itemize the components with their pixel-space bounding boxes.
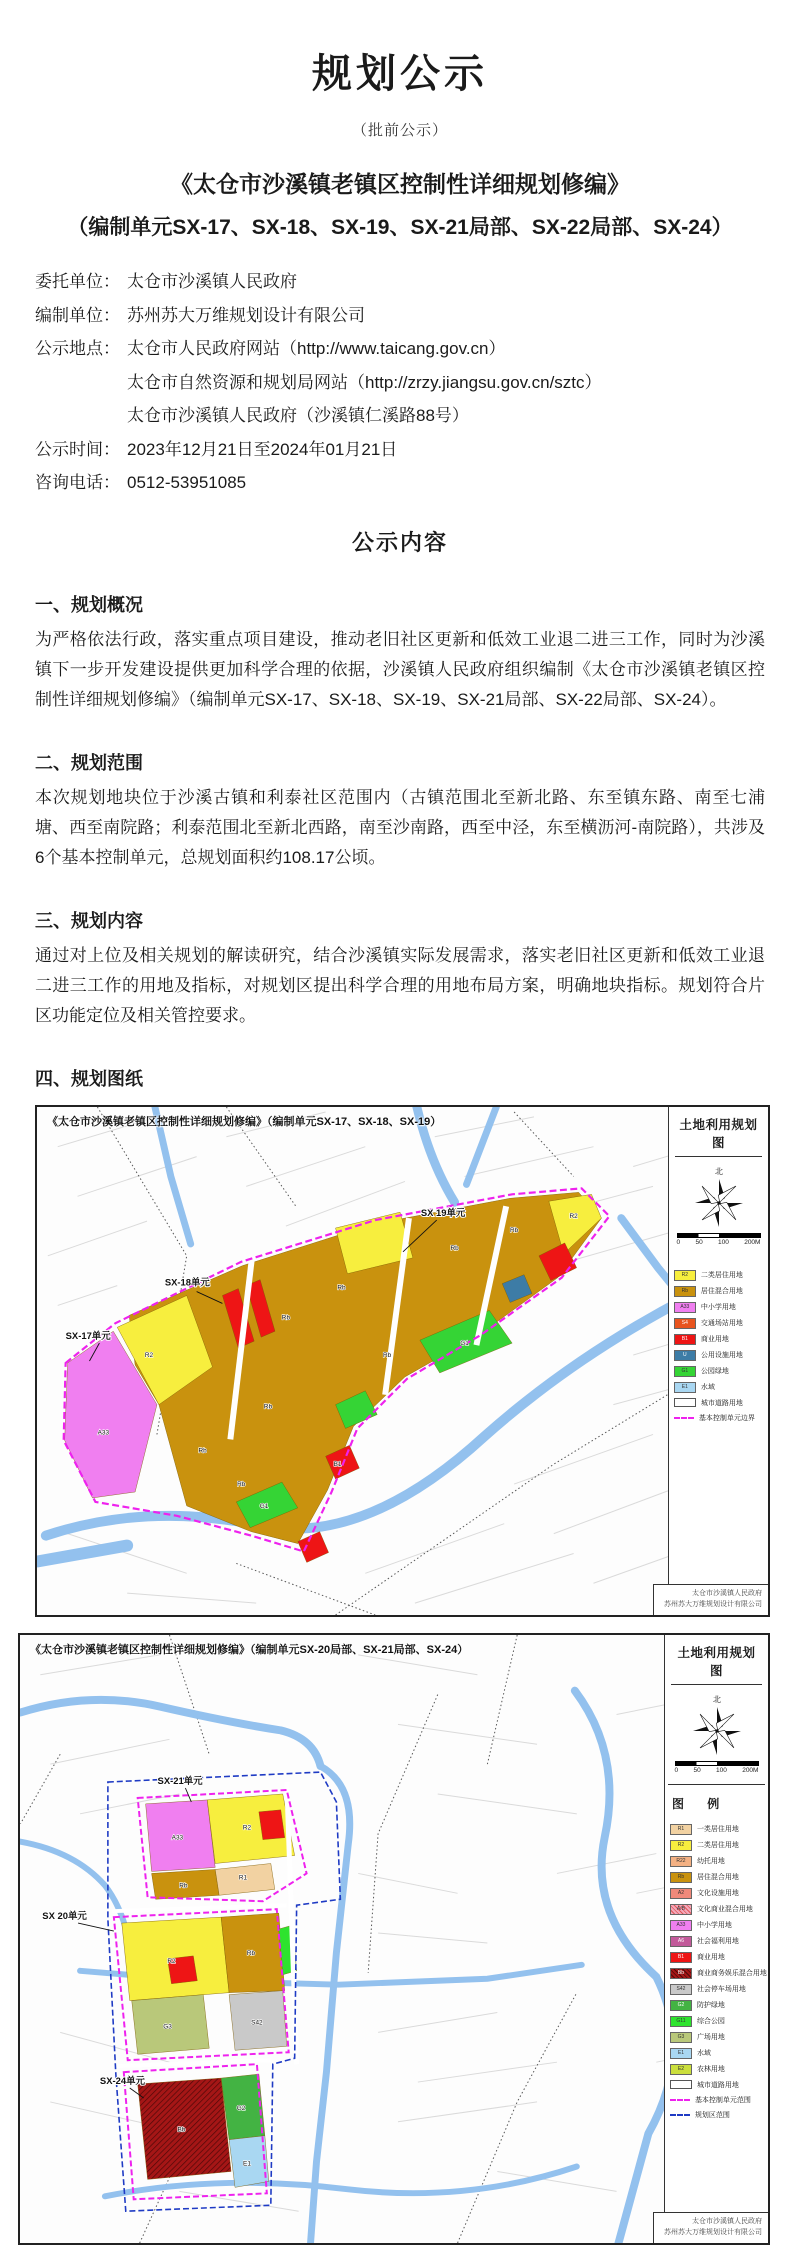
meta-value: 太仓市自然资源和规划局网站（http://zrzy.jiangsu.gov.cn/sztc） <box>127 372 602 392</box>
legend-label: 规划区范围 <box>694 2111 730 2119</box>
legend-item <box>674 1286 763 1297</box>
map1-legend <box>674 1270 763 1428</box>
credit-line: 太仓市沙溪镇人民政府 <box>692 2218 762 2226</box>
legend-item <box>670 2016 763 2027</box>
svg-text:北: 北 <box>714 1166 723 1176</box>
legend-item <box>670 1840 763 1851</box>
map2-header: 《太仓市沙溪镇老镇区控制性详细规划修编》（编制单元SX-20局部、SX-21局部、SX-24） <box>30 1643 469 1656</box>
legend-swatch: R2 <box>670 1840 692 1851</box>
legend-item <box>670 1856 763 1867</box>
meta-value: 2023年12月21日至2024年01月21日 <box>127 439 398 459</box>
map1-canvas <box>37 1107 768 1615</box>
parcel-code: Rb <box>246 1949 256 1957</box>
doc-title: 《太仓市沙溪镇老镇区控制性详细规划修编》 <box>170 171 630 197</box>
legend-item <box>670 2110 763 2120</box>
unit-label: SX-18单元 <box>164 1276 210 1288</box>
unit-label: SX 19单元 <box>420 1206 466 1218</box>
legend-swatch: Bb <box>670 1968 692 1979</box>
meta-row <box>35 399 765 433</box>
legend-item <box>674 1318 763 1329</box>
credit-line: 苏州苏大万维规划设计有限公司 <box>664 1601 762 1609</box>
legend-item <box>670 1936 763 1947</box>
section-title: 四、规划图纸 <box>35 1068 143 1089</box>
unit-boundary-swatch <box>674 1417 694 1419</box>
map1-frame <box>35 1105 770 1617</box>
meta-label <box>35 399 127 433</box>
land-use-parcels <box>65 1192 602 1562</box>
section-title: 一、规划概况 <box>35 594 143 615</box>
parcel-code: A33 <box>97 1428 110 1436</box>
scale-bar-graphic <box>677 1233 761 1238</box>
scale-bar-labels <box>677 1239 761 1246</box>
parcel-code: R2 <box>569 1212 578 1220</box>
plan-boundary-swatch <box>670 2114 690 2116</box>
doc-units: （编制单元SX-17、SX-18、SX-19、SX-21局部、SX-22局部、SX-24） <box>67 216 733 239</box>
parcel-code: R1 <box>238 1873 248 1881</box>
parcel-code: Rb <box>337 1284 346 1292</box>
legend-swatch: U <box>674 1350 696 1361</box>
meta-row <box>35 265 765 299</box>
legend-swatch: A33 <box>670 1920 692 1931</box>
legend-label: 居住混合用地 <box>696 1874 739 1881</box>
map2-title: 土地利用规划图 <box>671 1641 762 1685</box>
land-use-parcels <box>122 1793 297 2186</box>
parcel-code: Rb <box>263 1403 273 1411</box>
legend-item <box>670 1872 763 1883</box>
legend-item <box>674 1382 763 1393</box>
legend-swatch: E1 <box>674 1382 696 1393</box>
map2-canvas <box>20 1635 768 2243</box>
map1-title: 土地利用规划图 <box>675 1113 763 1157</box>
legend-label: 农林用地 <box>696 2066 725 2073</box>
legend-item <box>670 1968 767 1979</box>
unit-label: SX-24单元 <box>99 2074 145 2086</box>
legend-item <box>674 1334 763 1345</box>
legend-swatch: R2 <box>674 1270 696 1281</box>
legend-label: 中小学用地 <box>700 1304 736 1311</box>
unit-label: SX-17单元 <box>65 1329 111 1341</box>
legend-swatch: S4 <box>674 1318 696 1329</box>
credit-line: 苏州苏大万维规划设计有限公司 <box>664 2229 762 2237</box>
meta-value: 苏州苏大万维规划设计有限公司 <box>127 305 365 325</box>
meta-row <box>35 299 765 333</box>
map2-side-panel <box>664 1635 768 2243</box>
road-swatch <box>674 1398 696 1407</box>
parcel-code: B1 <box>333 1460 342 1468</box>
legend-swatch: G3 <box>670 2032 692 2043</box>
legend-label: 水域 <box>696 2050 711 2057</box>
legend-label: 二类居住用地 <box>696 1842 739 1849</box>
scale-label: 200M <box>742 1766 759 1774</box>
legend-swatch: G1 <box>674 1366 696 1377</box>
scale-bar-graphic <box>675 1761 759 1766</box>
legend-item <box>670 2032 763 2043</box>
legend-item <box>670 1984 763 1995</box>
legend-swatch: R22 <box>670 1856 692 1867</box>
legend-item <box>670 2095 763 2105</box>
map2-legend <box>670 1824 767 2125</box>
parcel-code: Rb <box>281 1313 291 1321</box>
meta-block <box>35 265 765 500</box>
legend-label: 城市道路用地 <box>700 1399 743 1407</box>
north-compass-icon <box>688 1693 746 1757</box>
scale-label: 50 <box>695 1238 703 1246</box>
legend-swatch: E1 <box>670 2048 692 2059</box>
legend-swatch: S42 <box>670 1984 692 1995</box>
scale-bar <box>677 1233 761 1246</box>
parcel-code: S42 <box>251 2018 263 2026</box>
map2-credits <box>653 2212 768 2242</box>
page-title: 规划公示 <box>312 52 488 96</box>
meta-row <box>35 433 765 467</box>
legend-item <box>674 1302 763 1313</box>
legend-label: 社会福利用地 <box>696 1938 739 1945</box>
legend-item <box>670 1920 763 1931</box>
parcel-code: A33 <box>171 1834 184 1842</box>
legend-item <box>670 1904 763 1915</box>
meta-label: 公示地点： <box>35 339 120 358</box>
parcel-code: R2 <box>167 1957 176 1965</box>
legend-item <box>670 1888 763 1899</box>
legend-swatch: Rb <box>674 1286 696 1297</box>
meta-value: 0512-53951085 <box>127 473 247 492</box>
legend-label: 公园绿地 <box>700 1368 729 1375</box>
meta-row <box>35 466 765 500</box>
legend-label: 社会停车场用地 <box>696 1986 746 1993</box>
parcel-code: Rb <box>237 1480 246 1488</box>
legend-swatch: R1 <box>670 1824 692 1835</box>
meta-row <box>35 332 765 366</box>
legend-item <box>670 1952 763 1963</box>
map1-credits <box>653 1584 768 1614</box>
legend-label: 基本控制单元范围 <box>694 2096 751 2104</box>
legend-label: 文化设施用地 <box>696 1890 739 1897</box>
legend-label: 中小学用地 <box>696 1922 732 1929</box>
legend-swatch: B1 <box>674 1334 696 1345</box>
legend-swatch: B1 <box>670 1952 692 1963</box>
meta-value: 太仓市沙溪镇人民政府 <box>127 272 297 291</box>
svg-text:北: 北 <box>712 1694 721 1704</box>
parcel-code: G1 <box>460 1339 469 1347</box>
legend-swatch: E2 <box>670 2064 692 2075</box>
north-compass-icon <box>690 1165 748 1229</box>
parcel-code: R2 <box>242 1824 252 1832</box>
legend-label: 防护绿地 <box>696 2002 725 2009</box>
page-subtitle: （批前公示） <box>351 122 448 139</box>
legend-label: 二类居住用地 <box>700 1272 743 1279</box>
section-body: 本次规划地块位于沙溪古镇和利泰社区范围内（古镇范围北至新北路、东至镇东路、南至七浦塘、西至南院路；利泰范围北至新北西路，南至沙南路，西至中泾，东至横沥河-南院路），共涉及6个基本控制单元，总规划面积约108.17公顷。 <box>35 787 765 867</box>
meta-value: 太仓市沙溪镇人民政府（沙溪镇仁溪路88号） <box>127 406 469 425</box>
parcel-code: Rb <box>198 1446 207 1454</box>
unit-label: SX 20单元 <box>42 1909 87 1921</box>
parcel-code: G2 <box>236 2104 246 2112</box>
meta-label: 委托单位： <box>35 272 120 291</box>
scale-label: 0 <box>674 1766 679 1774</box>
legend-item <box>670 2064 763 2075</box>
scale-bar <box>675 1761 759 1774</box>
parcel-code: Rb <box>179 1881 188 1889</box>
legend-swatch: A2 <box>670 1888 692 1899</box>
legend-item <box>674 1398 763 1408</box>
road-swatch <box>670 2080 692 2089</box>
legend-item <box>674 1270 763 1281</box>
map2-frame <box>18 1633 770 2245</box>
map2-legend-heading: 图 例 <box>668 1784 765 1820</box>
legend-label: 商业商务娱乐混合用地 <box>696 1970 767 1977</box>
legend-item <box>670 2048 763 2059</box>
map1-side-panel <box>668 1107 768 1615</box>
content-sections <box>35 591 765 1091</box>
legend-item <box>670 2000 763 2011</box>
legend-item <box>670 1824 763 1835</box>
scale-label: 100 <box>718 1238 729 1246</box>
legend-label: 一类居住用地 <box>696 1826 739 1833</box>
meta-row <box>35 366 765 400</box>
legend-label: 居住混合用地 <box>700 1288 743 1295</box>
legend-swatch: G2 <box>670 2000 692 2011</box>
parcel-code: Rb <box>450 1244 459 1252</box>
map1-header: 《太仓市沙溪镇老镇区控制性详细规划修编》（编制单元SX-17、SX-18、SX-19） <box>47 1115 442 1128</box>
section-title: 二、规划范围 <box>35 752 143 773</box>
parcel-code: Bb <box>177 2126 186 2134</box>
legend-item <box>674 1350 763 1361</box>
legend-item <box>670 2080 763 2090</box>
section-body: 通过对上位及相关规划的解读研究，结合沙溪镇实际发展需求，落实老旧社区更新和低效工业退二进三工作的用地及指标，对规划区提出科学合理的用地布局方案，明确地块指标。规划符合片区功能定位及相关管控要求。 <box>35 945 765 1025</box>
meta-value: 太仓市人民政府网站（http://www.taicang.gov.cn） <box>127 339 506 358</box>
legend-swatch: A6 <box>670 1936 692 1947</box>
legend-label: 城市道路用地 <box>696 2081 739 2089</box>
legend-swatch: A33 <box>674 1302 696 1313</box>
legend-label: 基本控制单元边界 <box>698 1414 755 1422</box>
legend-item <box>674 1366 763 1377</box>
meta-label: 公示时间： <box>35 439 120 459</box>
scale-label: 0 <box>676 1238 681 1246</box>
legend-swatch: G11 <box>670 2016 692 2027</box>
legend-label: 商业用地 <box>700 1336 729 1343</box>
legend-label: 文化商业混合用地 <box>696 1906 753 1913</box>
legend-label: 交通场站用地 <box>700 1320 743 1327</box>
scale-label: 100 <box>716 1766 727 1774</box>
scale-bar-labels <box>675 1767 759 1774</box>
legend-label: 综合公园 <box>696 2018 725 2025</box>
content-heading: 公示内容 <box>351 529 448 555</box>
legend-label: 商业用地 <box>696 1954 725 1961</box>
credit-line: 太仓市沙溪镇人民政府 <box>692 1590 762 1598</box>
road-casings <box>20 1635 576 2243</box>
section-body: 为严格依法行政，落实重点项目建设，推动老旧社区更新和低效工业退二进三工作，同时为沙溪镇下一步开发建设提供更加科学合理的依据，沙溪镇人民政府组织编制《太仓市沙溪镇老镇区控制性详细规划修编》（编制单元SX-17、SX-18、SX-19、SX-21局部、SX-22局部、SX-24）。 <box>35 629 765 709</box>
legend-swatch: A/B <box>670 1904 692 1915</box>
scale-label: 50 <box>693 1766 701 1774</box>
parcel-code: R2 <box>144 1351 154 1359</box>
legend-label: 广场用地 <box>696 2034 725 2041</box>
legend-label: 公用设施用地 <box>700 1352 743 1359</box>
meta-label: 编制单位： <box>35 305 120 325</box>
meta-label <box>35 366 127 400</box>
parcel-code: Rb <box>510 1226 519 1234</box>
unit-label: SX-21单元 <box>157 1774 203 1786</box>
section-title: 三、规划内容 <box>35 910 143 931</box>
unit-boundary-swatch <box>670 2099 690 2101</box>
legend-label: 水域 <box>700 1384 715 1391</box>
legend-swatch: Rb <box>670 1872 692 1883</box>
meta-label: 咨询电话： <box>35 473 120 492</box>
parcel-code: G3 <box>163 2022 172 2030</box>
parcel-code: Rb <box>383 1351 392 1359</box>
scale-label: 200M <box>744 1238 761 1246</box>
parcel-code: G1 <box>259 1502 269 1510</box>
legend-item <box>674 1413 763 1423</box>
parcel-code: E1 <box>243 2160 251 2168</box>
legend-label: 幼托用地 <box>696 1858 725 1865</box>
